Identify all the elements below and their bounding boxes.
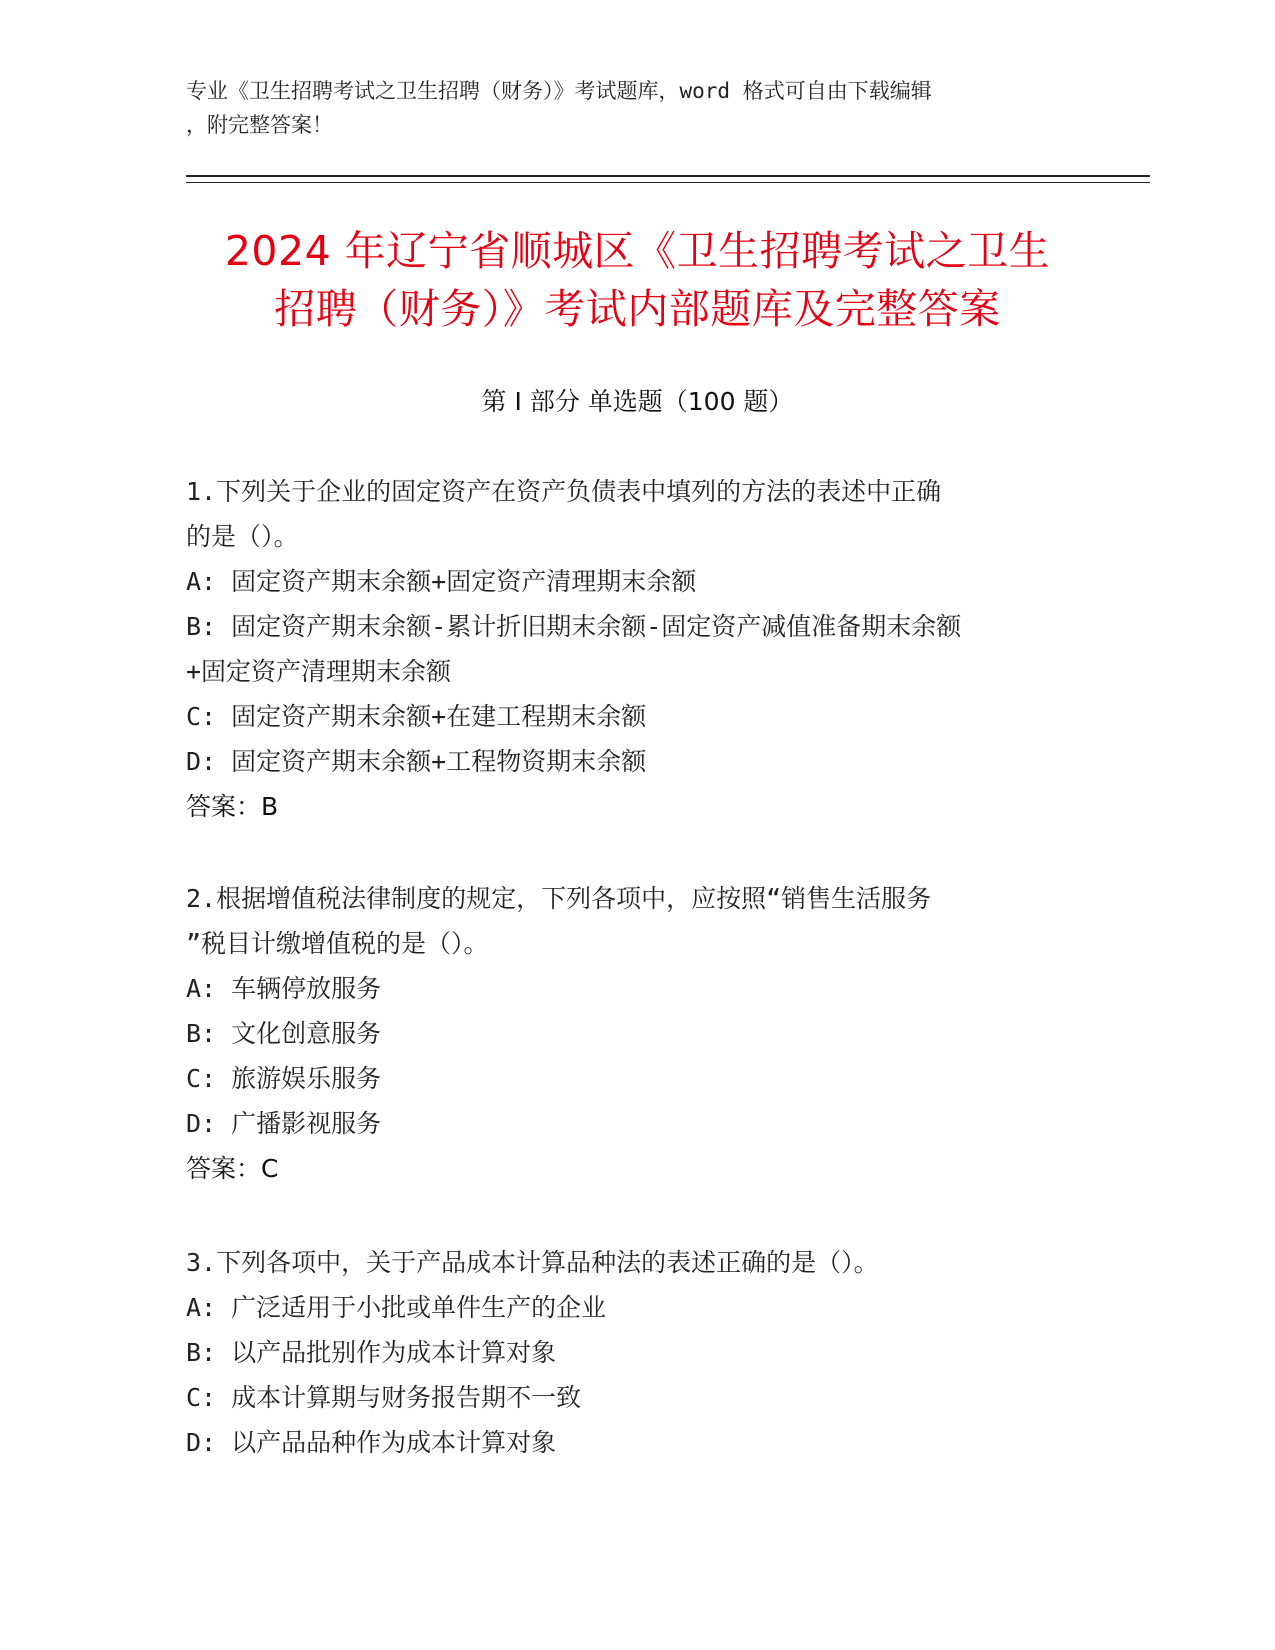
- answer: 答案：C: [186, 1154, 279, 1183]
- option-c: C: 旅游娱乐服务: [186, 1064, 382, 1093]
- section-heading: 第 I 部分 单选题（100 题）: [481, 387, 794, 416]
- question-2: [186, 876, 1086, 1191]
- document-title-line-2: 招聘（财务）》考试内部题库及完整答案: [274, 285, 1001, 333]
- option-a: A: 固定资产期末余额+固定资产清理期末余额: [186, 567, 697, 596]
- option-c: C: 成本计算期与财务报告期不一致: [186, 1383, 582, 1412]
- option-d: D: 以产品品种作为成本计算对象: [186, 1428, 557, 1457]
- question-stem: 3.下列各项中，关于产品成本计算品种法的表述正确的是（）。: [186, 1248, 879, 1277]
- option-b: B: 以产品批别作为成本计算对象: [186, 1338, 557, 1367]
- document-title-line-1: 2024 年辽宁省顺城区《卫生招聘考试之卫生: [224, 227, 1051, 275]
- option-a: A: 车辆停放服务: [186, 974, 382, 1003]
- question-3: [186, 1240, 1086, 1465]
- question-stem-continued: 的是（）。: [186, 522, 299, 551]
- question-stem: 1.下列关于企业的固定资产在资产负债表中填列的方法的表述中正确: [186, 477, 942, 506]
- document-title: [160, 222, 1115, 338]
- question-stem-continued: ”税目计缴增值税的是（）。: [186, 929, 489, 958]
- header-divider-thick: [186, 175, 1150, 177]
- question-stem: 2.根据增值税法律制度的规定，下列各项中，应按照“销售生活服务: [186, 884, 932, 913]
- option-b: B: 文化创意服务: [186, 1019, 382, 1048]
- option-a: A: 广泛适用于小批或单件生产的企业: [186, 1293, 607, 1322]
- question-1: [186, 469, 1086, 829]
- header-note-line-2: ，附完整答案！: [186, 113, 333, 137]
- answer: 答案：B: [186, 792, 279, 821]
- header-note-line-1: 专业《卫生招聘考试之卫生招聘（财务）》考试题库，word 格式可自由下载编辑: [186, 79, 932, 103]
- header-divider-thin: [186, 182, 1150, 183]
- option-b: B: 固定资产期末余额-累计折旧期末余额-固定资产减值准备期末余额: [186, 612, 962, 641]
- option-d: D: 广播影视服务: [186, 1109, 382, 1138]
- option-c: C: 固定资产期末余额+在建工程期末余额: [186, 702, 647, 731]
- option-d: D: 固定资产期末余额+工程物资期末余额: [186, 747, 647, 776]
- header-note: [186, 74, 1066, 142]
- option-b-continued: +固定资产清理期末余额: [186, 657, 452, 686]
